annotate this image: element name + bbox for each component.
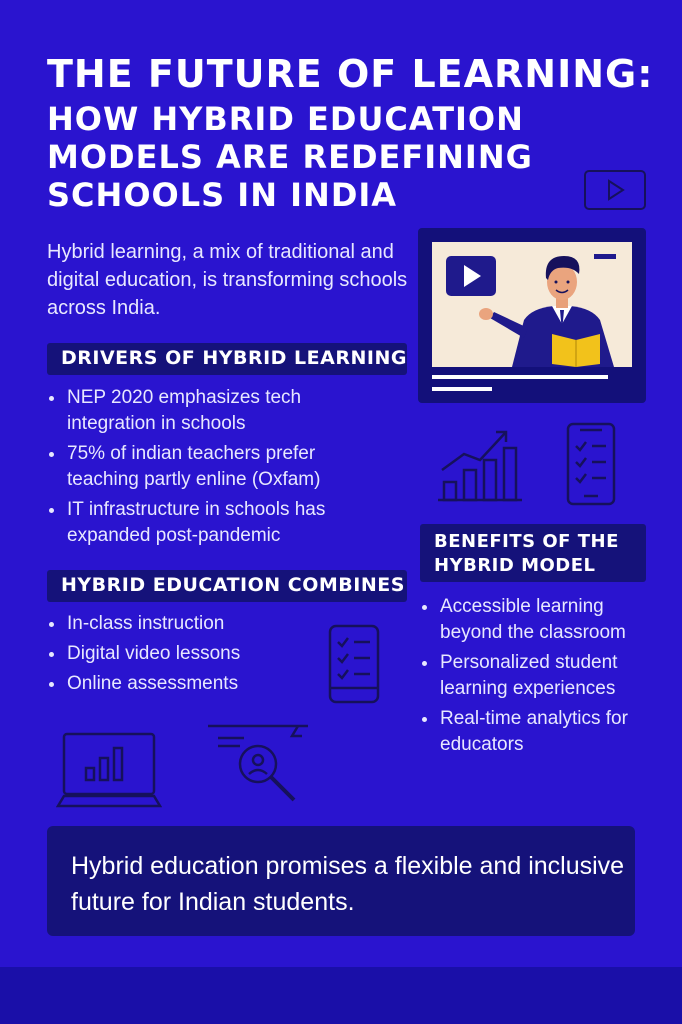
video-screen [432,242,632,367]
drivers-list [47,385,387,553]
teacher-illustration [432,242,632,367]
drivers-heading: DRIVERS OF HYBRID LEARNING [47,343,407,375]
list-item: Accessible learning beyond the classroom [420,594,660,646]
progress-bar-long [432,375,608,379]
laptop-chart-icon [56,730,162,810]
checklist-icon [566,422,616,506]
intro-text: Hybrid learning, a mix of traditional and digital education, is transforming schools across India. [47,241,408,319]
list-item: IT infrastructure in schools has expanded post-pandemic [47,497,387,549]
play-outline-icon [584,170,646,210]
assessment-checklist-icon [328,624,380,704]
list-item: Real-time analytics for educators [420,706,660,758]
search-magnifier-icon [204,722,312,804]
list-item: 75% of indian teachers prefer teaching partly enline (Oxfam) [47,441,387,493]
footer-band [0,967,682,1024]
list-item: NEP 2020 emphasizes tech integration in schools [47,385,387,437]
list-item: In-class instruction [47,611,347,637]
benefits-heading: BENEFITS OF THE HYBRID MODEL [420,524,646,582]
combines-list [47,611,347,701]
list-item: Online assessments [47,671,347,697]
progress-bar-short [432,387,492,391]
benefits-list [420,594,660,762]
list-item: Digital video lessons [47,641,347,667]
combines-heading: HYBRID EDUCATION COMBINES [47,570,407,602]
conclusion-banner: Hybrid education promises a flexible and inclusive future for Indian students. [47,826,635,936]
list-item: Personalized student learning experiences [420,650,660,702]
page-title: HOW HYBRID EDUCATION MODELS ARE REDEFINING SCHOOLS IN INDIA [47,100,533,214]
page-title-line1: THE FUTURE OF LEARNING: [47,52,654,96]
video-lesson-card [418,228,646,403]
growth-chart-icon [436,424,524,502]
